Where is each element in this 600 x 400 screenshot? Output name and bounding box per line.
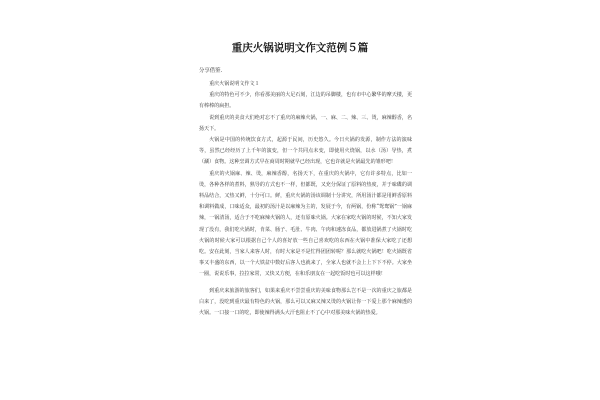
section-heading: 重庆火锅说明文作文１ <box>209 81 260 87</box>
paragraph: 说到重庆的美食大们绝对忘不了重庆的麻辣火锅，一、麻、二、辣、三、烫，麻辣醇香，名扬天下。 <box>199 114 412 132</box>
document-title: 重庆火锅说明文作文范例５篇 <box>231 42 369 54</box>
paragraph: 到重庆来旅游的旅客们，如果来重庆不尝尝重庆的美味食物那么岂不是一次的重庆之旅都是白来了，没吃到重庆最有特色的火锅，那么可以又麻又辣又烫的火锅让你一下爱上那个麻辣透的火锅。一口接一口的吃，即使辣得满头大汗也阻止不了心中对那美味火锅的热爱。 <box>199 287 412 317</box>
intro-line: 分享借鉴. <box>199 68 223 74</box>
paragraph: 重庆的特色可不少，你看那美丽的大足石刻，江边的吊脚楼，也有市中心繁华的摩天楼，更有棒棒的扁担。 <box>199 92 412 110</box>
document-body <box>199 79 412 319</box>
paragraph: 火锅是中国的传统饮食方式，起源于民间，历史悠久。今日火锅的发源，制作方法的演味等，虽然已经经历了上千年的演变，但一个共同点未变，即使用火烧锅，以水（汤）导热，煮（涮）食物。这种烹调方式早在商周时期就早已经出现，它也许就是火锅最先的雏形吧！ <box>199 137 412 166</box>
paragraph: 重庆的火锅麻、辣、烫，麻辣香醇，名扬天下，在重庆的火锅中，它有许多特点，比如一烫，各种各样的煮料，熟导的方式也不一样，但都既，又充分保证了原料的热度，并于味碟的调料品结合，又热又鲜，十分可口。鲜，重庆火锅的汤该调制十分讲究，所用汤汁都是用鲜香原料和调料做成，口味适众，最初的汤汁是以麻辣为主的，发展于今，有两锅，份称“鸳鸯锅”一锅麻辣，一锅清汤，适合于不吃麻辣火锅的人，还有原味火锅。大家在家吃火锅的时候，不知大家发现了没有，我们吃火锅时，肯菜、肠子、毛肚、牛肉、午肉和速冻食品，都放进锅煮了火锅时吃火锅的时候大家可以根据自己个人的喜好放一些自己喜欢吃的东西在火锅中准保大家吃了还想吃。安在此刻，当家人来客人时，有时大家是不是忙得团团转呢？那么就吃火锅吧！吃火锅既省事又丰盛的东西，以一个大铁盆中数好后客人也就来了，全家人也就不会上上下下不停。大家坐一圈，说说乐事，拉拉家常，又快又方便，在和乐朋友在一起吃饭时也可以这样哦！ <box>199 170 412 278</box>
